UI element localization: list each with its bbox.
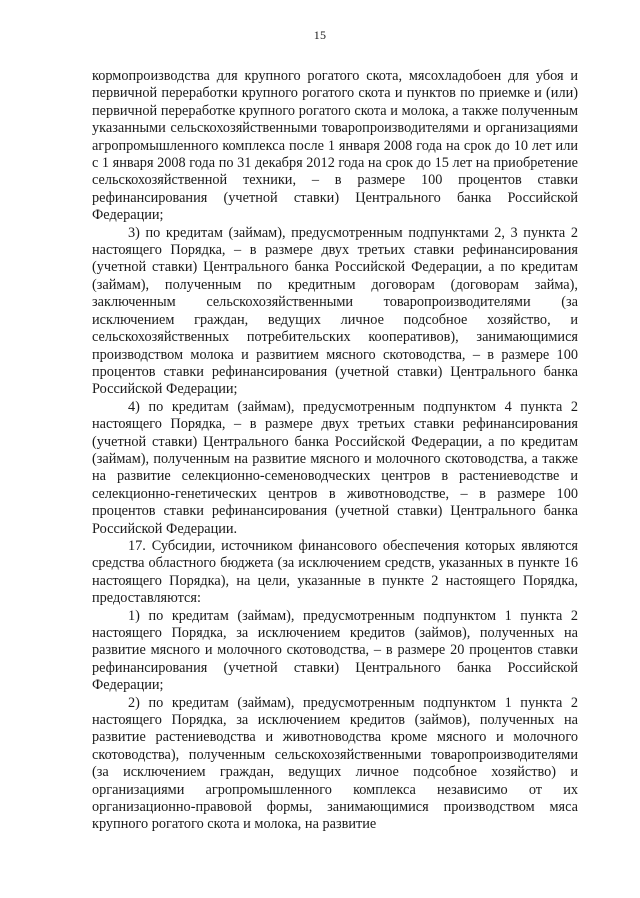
document-body (92, 68, 578, 834)
paragraph-subitem-3: 3) по кредитам (займам), предусмотренным подпунктами 2, 3 пункта 2 настоящего Порядка, – в размере двух третьих ставки рефинансирования (учетной ставки) Центрального банка Российской Федерации, а по кредитам (займам), полученным по кредитным договорам (договорам займа), заключенным сельскохозяйственными товаропроизводителями (за исключением граждан, ведущих личное подсобное хозяйство, и сельскохозяйственных потребительских кооперативов), занимающимися производством молока и развитием мясного скотоводства, – в размере 100 процентов ставки рефинансирования (учетной ставки) Центрального банка Российской Федерации; (92, 224, 578, 398)
paragraph-continuation: кормопроизводства для крупного рогатого скота, мясохладобоен для убоя и первичной переработки крупного рогатого скота и пунктов по приемке и (или) первичной переработке крупного рогатого скота и молока, а также полученным указанными сельскохозяйственными товаропроизводителями и организациями агропромышленного комплекса после 1 января 2008 года на срок до 10 лет или с 1 января 2008 года по 31 декабря 2012 года на срок до 15 лет на приобретение сельскохозяйственной техники, – в размере 100 процентов ставки рефинансирования (учетной ставки) Центрального банка Российской Федерации; (92, 68, 578, 224)
paragraph-subitem-4: 4) по кредитам (займам), предусмотренным подпунктом 4 пункта 2 настоящего Порядка, – в размере двух третьих ставки рефинансирования (учетной ставки) Центрального банка Российской Федерации, а по кредитам (займам), полученным на развитие мясного и молочного скотоводства, а также на развитие селекционно-семеноводческих центров в растениеводстве и селекционно-генетических центров в животноводстве, – в размере 100 процентов ставки рефинансирования (учетной ставки) Центрального банка Российской Федерации. (92, 398, 578, 537)
paragraph-subitem-1: 1) по кредитам (займам), предусмотренным подпунктом 1 пункта 2 настоящего Порядка, за исключением кредитов (займов), полученных на развитие мясного и молочного скотоводства, – в размере 20 процентов ставки рефинансирования (учетной ставки) Центрального банка Российской Федерации; (92, 607, 578, 694)
paragraph-section-17: 17. Субсидии, источником финансового обеспечения которых являются средства областного бюджета (за исключением средств, указанных в пункте 16 настоящего Порядка), на цели, указанные в пункте 2 настоящего Порядка, предоставляются: (92, 537, 578, 607)
paragraph-subitem-2: 2) по кредитам (займам), предусмотренным подпунктом 1 пункта 2 настоящего Порядка, за исключением кредитов (займов), полученных на развитие растениеводства и животноводства кроме мясного и молочного скотоводства), полученным сельскохозяйственными товаропроизводителями (за исключением граждан, ведущих личное подсобное хозяйство) и организациями агропромышленного комплекса независимо от их организационно-правовой формы, занимающимися производством мяса крупного рогатого скота и молока, на развитие (92, 694, 578, 833)
page-number: 15 (313, 28, 327, 42)
